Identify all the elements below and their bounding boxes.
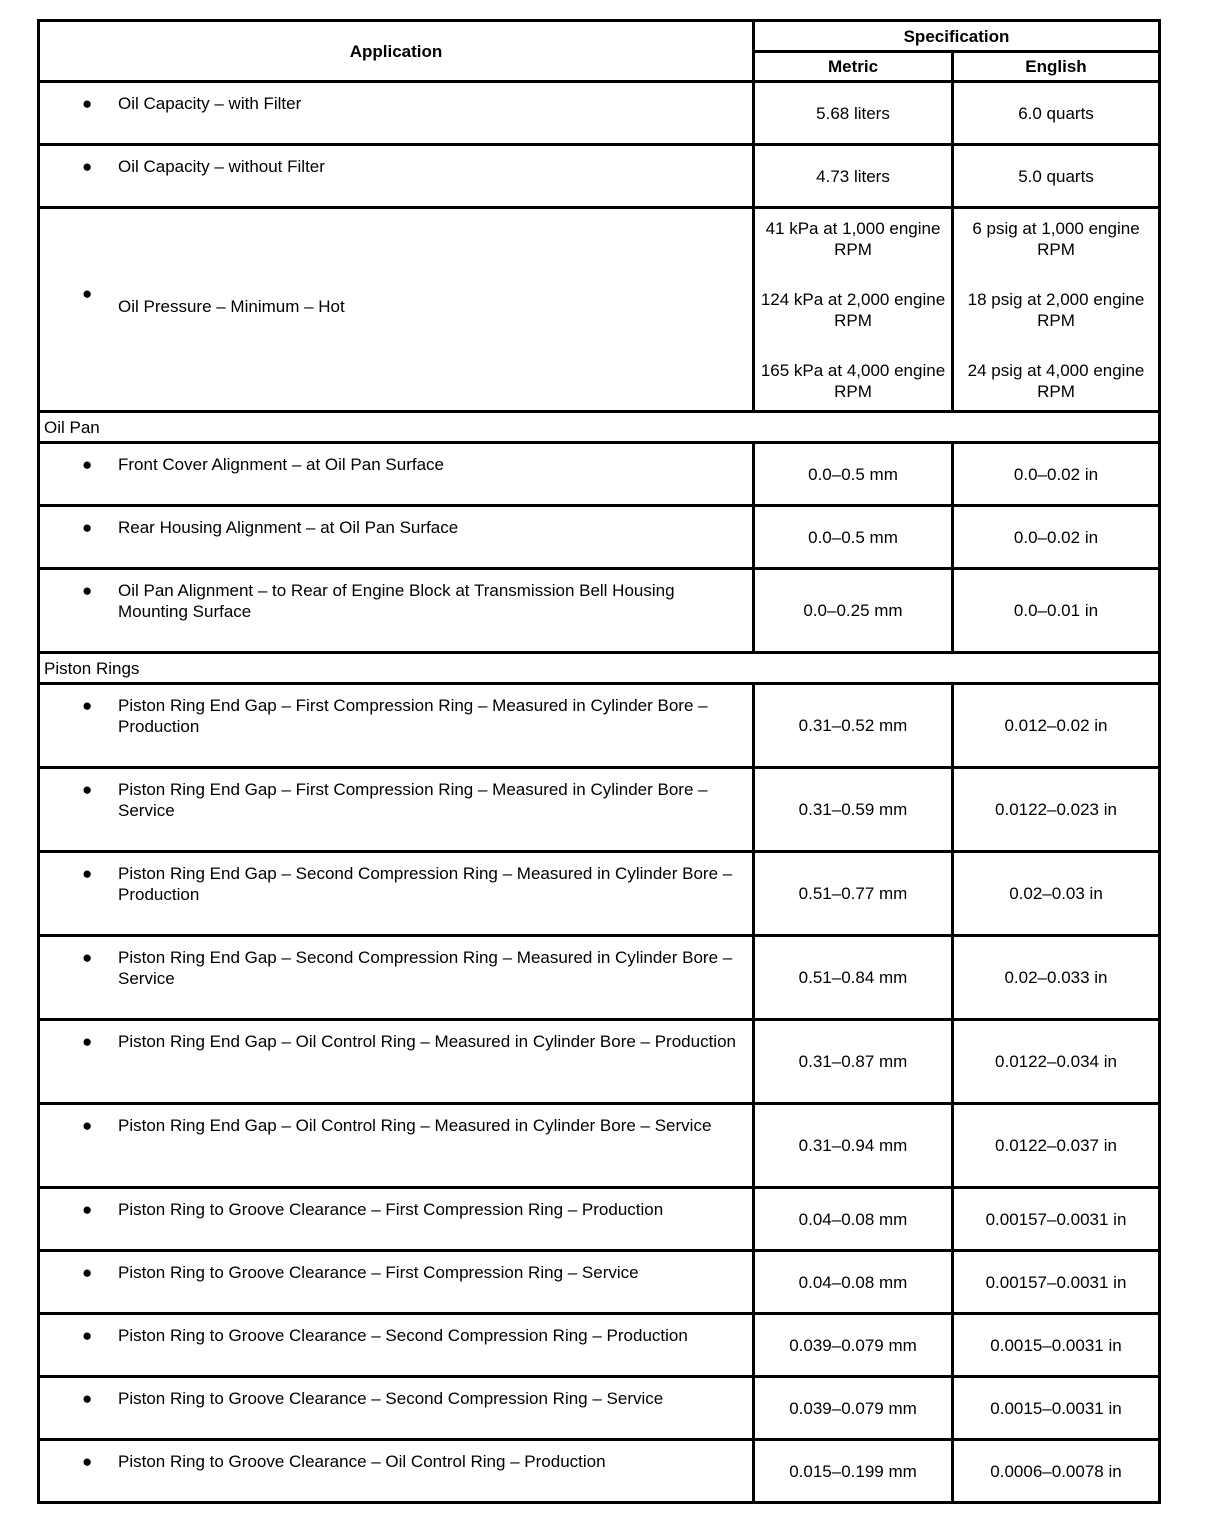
section-title-oil-pan: Oil Pan: [39, 412, 1160, 443]
metric-cell: 0.31–0.87 mm: [754, 1020, 953, 1104]
bullet-icon: ●: [82, 1326, 93, 1345]
metric-cell: 0.04–0.08 mm: [754, 1251, 953, 1314]
table-row: [39, 443, 1160, 506]
table-row: [39, 1440, 1160, 1503]
metric-cell: 0.31–0.52 mm: [754, 684, 953, 768]
english-value: 6 psig at 1,000 engine RPM: [972, 219, 1140, 259]
bullet-icon: ●: [82, 581, 93, 600]
metric-cell: 5.68 liters: [754, 82, 953, 145]
metric-value: 41 kPa at 1,000 engine RPM: [765, 219, 941, 259]
table-row: [39, 936, 1160, 1020]
english-cell: 0.0122–0.034 in: [953, 1020, 1160, 1104]
bullet-icon: ●: [82, 1116, 93, 1135]
bullet-icon: ●: [82, 948, 93, 967]
metric-cell: 0.04–0.08 mm: [754, 1188, 953, 1251]
table-row: [39, 684, 1160, 768]
application-cell: ● Piston Ring to Groove Clearance – Second Compression Ring – Service: [39, 1377, 754, 1440]
metric-cell: 0.51–0.84 mm: [754, 936, 953, 1020]
metric-cell: 0.31–0.94 mm: [754, 1104, 953, 1188]
table-row: [39, 1377, 1160, 1440]
application-cell: ● Piston Ring to Groove Clearance – First Compression Ring – Service: [39, 1251, 754, 1314]
english-cell: 0.0015–0.0031 in: [953, 1314, 1160, 1377]
bullet-icon: ●: [82, 1389, 93, 1408]
metric-cell: 0.0–0.5 mm: [754, 443, 953, 506]
english-cell: [953, 208, 1160, 412]
metric-cell: 0.039–0.079 mm: [754, 1314, 953, 1377]
english-cell: 0.00157–0.0031 in: [953, 1188, 1160, 1251]
application-cell: ● Piston Ring to Groove Clearance – Oil Control Ring – Production: [39, 1440, 754, 1503]
application-header: Application: [39, 21, 754, 82]
metric-cell: 0.039–0.079 mm: [754, 1377, 953, 1440]
english-value: 24 psig at 4,000 engine RPM: [967, 361, 1145, 401]
application-cell: ● Oil Capacity – with Filter: [39, 82, 754, 145]
metric-cell: 0.015–0.199 mm: [754, 1440, 953, 1503]
table-row: [39, 1104, 1160, 1188]
bullet-icon: ●: [82, 1263, 93, 1282]
table-row: [39, 208, 1160, 412]
table-row: [39, 82, 1160, 145]
english-cell: 0.00157–0.0031 in: [953, 1251, 1160, 1314]
bullet-icon: ●: [82, 455, 93, 474]
application-cell: ● Piston Ring End Gap – First Compression Ring – Measured in Cylinder Bore – Production: [39, 684, 754, 768]
english-cell: 5.0 quarts: [953, 145, 1160, 208]
bullet-icon: ●: [82, 157, 93, 176]
english-cell: 6.0 quarts: [953, 82, 1160, 145]
metric-cell: 0.0–0.5 mm: [754, 506, 953, 569]
section-title-piston-rings: Piston Rings: [39, 653, 1160, 684]
table-row: [39, 1020, 1160, 1104]
english-cell: 0.0015–0.0031 in: [953, 1377, 1160, 1440]
application-cell: ● Piston Ring End Gap – First Compression Ring – Measured in Cylinder Bore – Service: [39, 768, 754, 852]
application-cell: ● Piston Ring End Gap – Second Compression Ring – Measured in Cylinder Bore – Service: [39, 936, 754, 1020]
bullet-icon: ●: [82, 94, 93, 113]
bullet-icon: ●: [82, 864, 93, 883]
metric-value: 165 kPa at 4,000 engine RPM: [760, 361, 946, 401]
english-cell: 0.0006–0.0078 in: [953, 1440, 1160, 1503]
application-cell: ● Piston Ring to Groove Clearance – First Compression Ring – Production: [39, 1188, 754, 1251]
table-row: [39, 1251, 1160, 1314]
english-cell: 0.0–0.01 in: [953, 569, 1160, 653]
english-cell: 0.0–0.02 in: [953, 443, 1160, 506]
metric-cell: 0.51–0.77 mm: [754, 852, 953, 936]
table-row: [39, 506, 1160, 569]
specification-header: Specification: [754, 21, 1160, 52]
application-cell: ● Front Cover Alignment – at Oil Pan Surface: [39, 443, 754, 506]
table-row: [39, 1188, 1160, 1251]
application-cell: ● Piston Ring End Gap – Oil Control Ring – Measured in Cylinder Bore – Service: [39, 1104, 754, 1188]
metric-value: 124 kPa at 2,000 engine RPM: [760, 290, 946, 330]
application-cell: ● Oil Capacity – without Filter: [39, 145, 754, 208]
table-row: [39, 145, 1160, 208]
table-row: [39, 1314, 1160, 1377]
application-cell: ● Oil Pan Alignment – to Rear of Engine Block at Transmission Bell Housing Mounting Surface: [39, 569, 754, 653]
english-header: English: [953, 52, 1160, 82]
english-cell: 0.012–0.02 in: [953, 684, 1160, 768]
metric-cell: [754, 208, 953, 412]
metric-header: Metric: [754, 52, 953, 82]
specification-table: [37, 19, 1161, 1504]
bullet-icon: ●: [82, 1452, 93, 1471]
bullet-icon: ●: [82, 1200, 93, 1219]
application-cell: ● Piston Ring to Groove Clearance – Second Compression Ring – Production: [39, 1314, 754, 1377]
table-row: [39, 768, 1160, 852]
bullet-icon: ●: [82, 284, 93, 303]
table-row: [39, 852, 1160, 936]
application-cell: ● Piston Ring End Gap – Oil Control Ring – Measured in Cylinder Bore – Production: [39, 1020, 754, 1104]
bullet-icon: ●: [82, 1032, 93, 1051]
english-cell: 0.0122–0.037 in: [953, 1104, 1160, 1188]
application-cell: ● Oil Pressure – Minimum – Hot: [39, 208, 754, 412]
metric-cell: 0.0–0.25 mm: [754, 569, 953, 653]
application-cell: ● Rear Housing Alignment – at Oil Pan Surface: [39, 506, 754, 569]
english-cell: 0.0–0.02 in: [953, 506, 1160, 569]
bullet-icon: ●: [82, 518, 93, 537]
table-row: [39, 569, 1160, 653]
english-value: 18 psig at 2,000 engine RPM: [967, 290, 1145, 330]
bullet-icon: ●: [82, 780, 93, 799]
metric-cell: 0.31–0.59 mm: [754, 768, 953, 852]
bullet-icon: ●: [82, 696, 93, 715]
application-cell: ● Piston Ring End Gap – Second Compression Ring – Measured in Cylinder Bore – Production: [39, 852, 754, 936]
english-cell: 0.0122–0.023 in: [953, 768, 1160, 852]
english-cell: 0.02–0.033 in: [953, 936, 1160, 1020]
metric-cell: 4.73 liters: [754, 145, 953, 208]
english-cell: 0.02–0.03 in: [953, 852, 1160, 936]
